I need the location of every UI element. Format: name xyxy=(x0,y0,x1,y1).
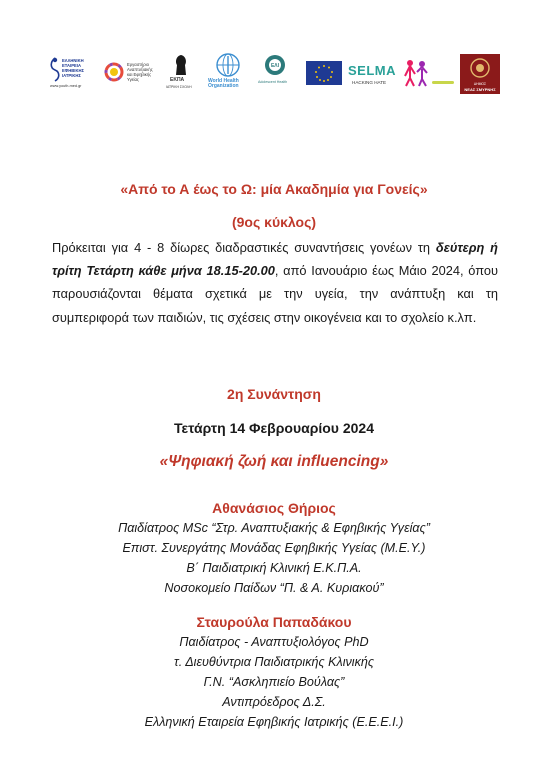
youth-strip-graphic xyxy=(432,81,454,84)
event-title: «Από το Α έως το Ω: μία Ακαδημία για Γονείς» xyxy=(120,181,428,197)
eu-flag-logo xyxy=(304,48,344,96)
selma-wordmark: SELMA xyxy=(348,63,396,78)
speaker2-name: Σταυρούλα Παπαδάκου xyxy=(196,614,352,630)
speaker1-name: Αθανάσιος Θήριος xyxy=(212,500,336,516)
speaker2-line: Ελληνική Εταιρεία Εφηβικής Ιατρικής (Ε.Ε.Ε.Ι.) xyxy=(144,715,404,729)
event-cycle: (9ος κύκλος) xyxy=(231,214,317,230)
meeting-number: 2η Συνάντηση xyxy=(227,386,321,402)
lab-ring-icon xyxy=(102,60,126,84)
nea-smyrni-seal: ΔΗΜΟΣ ΝΕΑΣ ΣΜΥΡΝΗΣ xyxy=(460,54,500,94)
selma-logo: SELMA HACKING HATE xyxy=(348,63,396,85)
speaker1-line: Επιστ. Συνεργάτης Μονάδας Εφηβικής Υγείας (Μ.Ε.Υ.) xyxy=(122,541,426,555)
people-figures-logo xyxy=(402,48,432,96)
meeting-date: Τετάρτη 14 Φεβρουαρίου 2024 xyxy=(174,420,374,436)
who-globe-icon xyxy=(215,52,241,78)
people-figures-icon xyxy=(402,58,430,88)
partner-logos xyxy=(40,48,510,96)
lab-logo: Εργαστήριο Αναπτυξιακής και Εφηβικής Υγείας xyxy=(102,48,158,96)
svg-text:ΕΛΙ: ΕΛΙ xyxy=(270,63,280,69)
schedule-emphasis: δεύτερη ή τρίτη Τετάρτη κάθε μήνα 18.15-20.00 xyxy=(52,240,498,279)
eefi-logo: ΕΛΛΗΝΙΚΗ ΕΤΑΙΡΕΙΑ ΕΦΗΒΙΚΗΣ ΙΑΤΡΙΚΗΣ www.youth-med.gr xyxy=(50,58,85,88)
adolescent-health-icon xyxy=(264,54,286,76)
speaker2-line: Αντιπρόεδρος Δ.Σ. xyxy=(222,695,326,709)
speaker2-line: Γ.Ν. “Ασκληπιείο Βούλας” xyxy=(203,675,345,689)
eu-flag-icon xyxy=(306,61,342,85)
intro-paragraph: Πρόκειται για 4 - 8 δίωρες διαδραστικές συναντήσεις γονέων τη δεύτερη ή τρίτη Τετάρτη κάθε μήνα 18.15-20.00, από Ιανουάριο έως Μάιο 2024, όπου παρουσιάζονται θέματα σχετικά με την υγεία, την ανάπτυξη και τη συμπεριφορά των παιδιών, τις σχέσεις στην οικογένεια και το σχολείο κ.λπ. xyxy=(52,240,498,325)
who-logo: World Health Organization xyxy=(206,48,250,96)
nea-smyrni-logo xyxy=(460,48,502,96)
seal-emblem-icon xyxy=(460,54,500,82)
eefi-emblem-icon xyxy=(48,56,62,82)
ekpa-athena-icon xyxy=(172,54,190,76)
ekpa-logo: ΕΚΠΑ ΙΑΤΡΙΚΗ ΣΧΟΛΗ xyxy=(166,48,196,96)
speaker1-line: Παιδίατρος MSc “Στρ. Αναπτυξιακής & Εφηβικής Υγείας” xyxy=(118,521,430,535)
meeting-subject: «Ψηφιακή ζωή και influencing» xyxy=(159,453,389,470)
speaker2-line: τ. Διευθύντρια Παιδιατρικής Κλινικής xyxy=(173,655,375,669)
speaker2-line: Παιδίατρος - Αναπτυξιολόγος PhD xyxy=(179,635,369,649)
youth-strip-logo xyxy=(432,48,454,96)
adolescent-health-logo: ΕΛΙ Adolescent Health xyxy=(254,48,298,96)
speaker1-line: Β΄ Παιδιατρική Κλινική Ε.Κ.Π.Α. xyxy=(186,561,362,575)
speaker1-line: Νοσοκομείο Παίδων “Π. & Α. Κυριακού” xyxy=(164,581,384,595)
